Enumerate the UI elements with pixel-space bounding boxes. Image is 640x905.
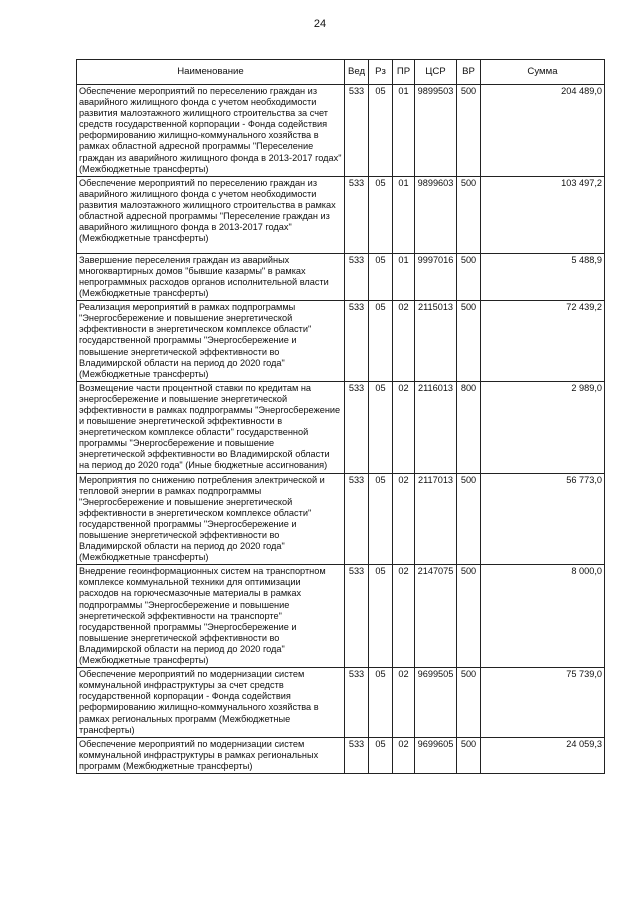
row-vr: 500 [457,85,481,177]
row-rz: 05 [369,176,393,253]
row-sum: 75 739,0 [481,668,605,738]
row-sum: 204 489,0 [481,85,605,177]
row-rz: 05 [369,253,393,300]
row-vr: 500 [457,176,481,253]
header-csr: ЦСР [415,60,457,85]
row-csr: 9899503 [415,85,457,177]
row-name: Мероприятия по снижению потребления электрической и тепловой энергии в рамках подпрограммы "Энергосбережение и повышение энергетической эффективности в энергетическом комплексе области" государственной программы "Энергосбережение и повышение энергетической эффективности во Владимирской области на период до 2020 года" (Межбюджетные трансферты) [77,473,345,565]
row-ved: 533 [345,668,369,738]
row-pr: 02 [393,668,415,738]
row-ved: 533 [345,381,369,473]
row-pr: 01 [393,176,415,253]
header-vr: ВР [457,60,481,85]
row-vr: 800 [457,381,481,473]
row-rz: 05 [369,737,393,773]
row-rz: 05 [369,85,393,177]
table-header-row [77,60,605,85]
row-name: Обеспечение мероприятий по модернизации систем коммунальной инфраструктуры за счет средств государственной корпорации - Фонда содействия реформированию жилищно-коммунального хозяйства в рамках региональных программ (Межбюджетные трансферты) [77,668,345,738]
row-csr: 9699605 [415,737,457,773]
row-csr: 2147075 [415,565,457,668]
row-vr: 500 [457,253,481,300]
table-row [77,473,605,565]
row-ved: 533 [345,737,369,773]
table-row [77,301,605,382]
row-pr: 01 [393,85,415,177]
row-rz: 05 [369,668,393,738]
table-row [77,565,605,668]
row-pr: 02 [393,381,415,473]
row-name: Возмещение части процентной ставки по кредитам на энергосбережение и повышение энергетической эффективности в рамках подпрограммы "Энергосбережение и повышение энергетической эффективности в энергетическом комплексе области" государственной программы "Энергосбережение и повышение энергетической эффективности во Владимирской области на период до 2020 года" (Иные бюджетные ассигнования) [77,381,345,473]
row-sum: 5 488,9 [481,253,605,300]
row-csr: 2116013 [415,381,457,473]
row-sum: 24 059,3 [481,737,605,773]
row-sum: 2 989,0 [481,381,605,473]
table-row [77,737,605,773]
header-sum: Сумма [481,60,605,85]
row-csr: 9899603 [415,176,457,253]
row-name: Внедрение геоинформационных систем на транспортном комплексе коммунальной техники для оптимизации расходов на горючесмазочные материалы в рамках подпрограммы "Энергосбережение и повышение энергетической эффективности на транспорте" государственной программы "Энергосбережение и повышение энергетической эффективности во Владимирской области на период до 2020 года" (Межбюджетные трансферты) [77,565,345,668]
row-rz: 05 [369,473,393,565]
row-csr: 9997016 [415,253,457,300]
row-sum: 72 439,2 [481,301,605,382]
row-ved: 533 [345,253,369,300]
table-row [77,381,605,473]
row-sum: 56 773,0 [481,473,605,565]
row-csr: 9699505 [415,668,457,738]
row-vr: 500 [457,473,481,565]
row-ved: 533 [345,301,369,382]
row-vr: 500 [457,301,481,382]
budget-table [76,59,605,774]
row-pr: 02 [393,473,415,565]
table-row [77,253,605,300]
row-name: Обеспечение мероприятий по переселению граждан из аварийного жилищного фонда с учетом необходимости развития малоэтажного жилищного строительства в рамках областной адресной программы "Переселение граждан из аварийного жилищного фонда в 2013-2017 годах" (Межбюджетные трансферты) [77,176,345,253]
table-row [77,85,605,177]
row-rz: 05 [369,565,393,668]
row-rz: 05 [369,301,393,382]
row-csr: 2115013 [415,301,457,382]
row-csr: 2117013 [415,473,457,565]
table-row [77,668,605,738]
row-vr: 500 [457,737,481,773]
row-rz: 05 [369,381,393,473]
table-row [77,176,605,253]
row-pr: 02 [393,301,415,382]
header-rz: Рз [369,60,393,85]
row-name: Обеспечение мероприятий по переселению граждан из аварийного жилищного фонда с учетом необходимости развития малоэтажного жилищного строительства за счет средств государственной корпорации - Фонда содействия реформированию жилищно-коммунального хозяйства в рамках областной адресной программы "Переселение граждан из аварийного жилищного фонда в 2013-2017 годах" (Межбюджетные трансферты) [77,85,345,177]
row-name: Завершение переселения граждан из аварийных многоквартирных домов "бывшие казармы" в рамках непрограммных расходов органов исполнительной власти (Межбюджетные трансферты) [77,253,345,300]
row-vr: 500 [457,668,481,738]
row-ved: 533 [345,85,369,177]
header-pr: ПР [393,60,415,85]
row-pr: 02 [393,565,415,668]
header-name: Наименование [77,60,345,85]
header-ved: Вед [345,60,369,85]
page-number: 24 [313,18,327,30]
row-vr: 500 [457,565,481,668]
row-sum: 8 000,0 [481,565,605,668]
row-ved: 533 [345,473,369,565]
row-pr: 01 [393,253,415,300]
row-sum: 103 497,2 [481,176,605,253]
row-ved: 533 [345,176,369,253]
row-pr: 02 [393,737,415,773]
row-name: Обеспечение мероприятий по модернизации систем коммунальной инфраструктуры в рамках региональных программ (Межбюджетные трансферты) [77,737,345,773]
row-ved: 533 [345,565,369,668]
row-name: Реализация мероприятий в рамках подпрограммы "Энергосбережение и повышение энергетической эффективности в энергетическом комплексе области" государственной программы "Энергосбережение и повышение энергетической эффективности во Владимирской области на период до 2020 года" (Межбюджетные трансферты) [77,301,345,382]
